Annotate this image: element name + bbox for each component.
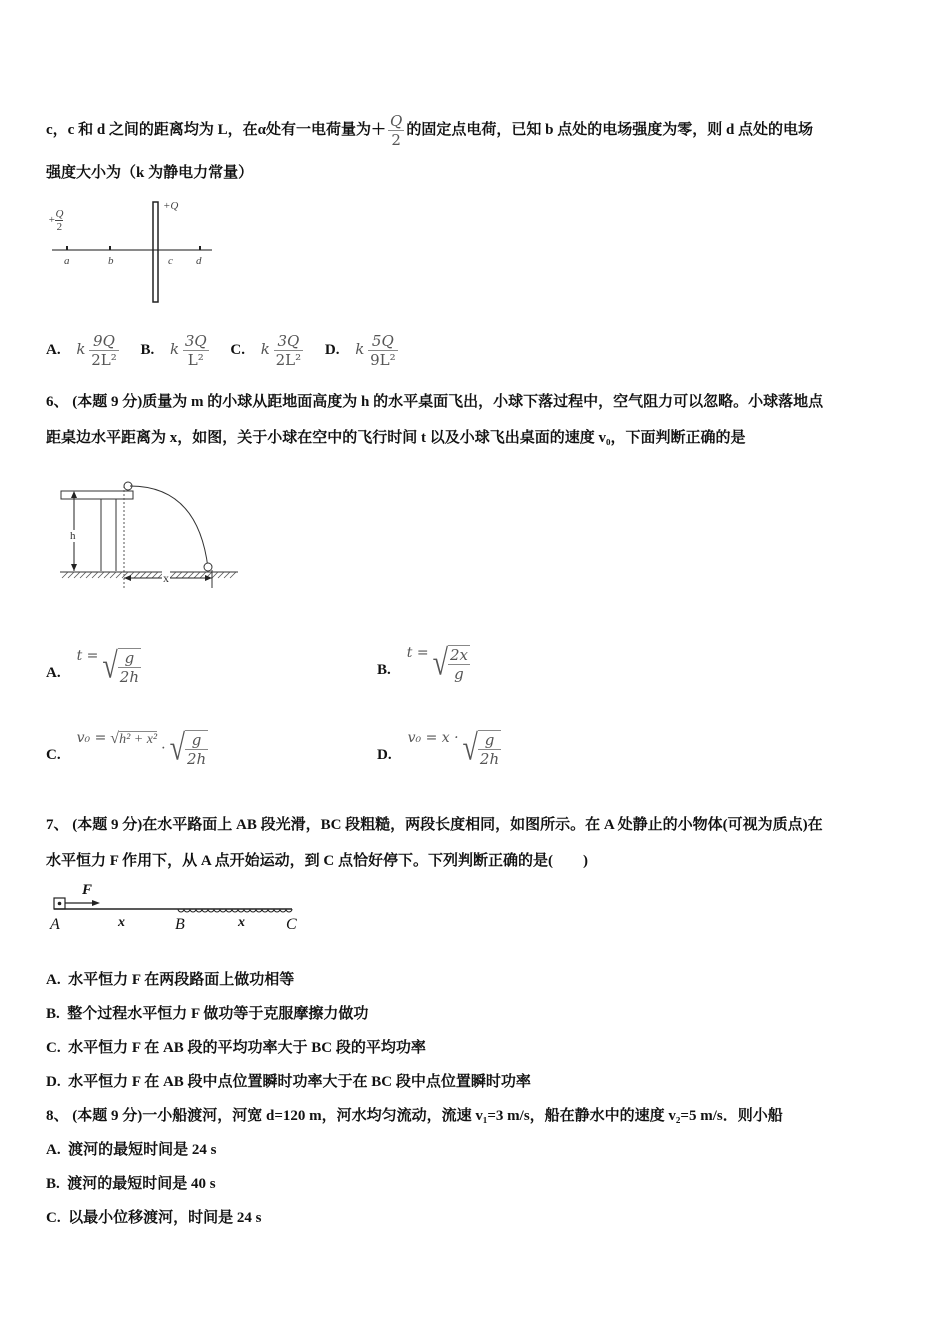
q6-option-d[interactable]: D. v₀ = x · √ $\frac{g}{2h}$: [377, 728, 500, 769]
q6-option-c-inner-sqrt: √h² + x²: [110, 730, 158, 747]
q6-diagram-svg: [58, 478, 243, 590]
q5-figure-charges: [46, 198, 216, 306]
q5-option-b[interactable]: B. k $\frac{3Q}{\text{L²}}$: [140, 332, 207, 369]
q5-left-charge-label: + $\frac{Q}{2}$: [48, 208, 64, 233]
q6-option-c-sqrt: √ $\frac{g}{2h}$: [169, 728, 207, 769]
q5-option-a-fraction: $\frac{9Q}{\text{2L²}}$: [91, 332, 117, 369]
q6-figure-projectile: [58, 478, 243, 590]
q5-point-c: c: [168, 255, 173, 267]
q7-segment-ab: x: [118, 915, 125, 930]
q6-option-d-sqrt: √ $\frac{g}{2h}$: [462, 728, 500, 769]
q6-option-b-sqrt: √ $\frac{2x}{g}$: [432, 643, 468, 684]
q7-point-a: A: [50, 916, 60, 933]
q7-segment-bc: x: [238, 915, 245, 930]
q6-option-c[interactable]: C. v₀ = √h² + x² · √ $\frac{g}{2h}$: [46, 728, 207, 769]
q5-point-b: b: [108, 255, 114, 267]
q6-distance-label: x: [163, 571, 169, 585]
q7-stem-line2: 水平恒力 F 作用下，从 A 点开始运动，到 C 点恰好停下。下列判断正确的是( ): [46, 853, 588, 869]
q6-stem-line2: 距桌边水平距离为 x，如图，关于小球在空中的飞行时间 t 以及小球飞出桌面的速度 v₀，下面判断正确的是: [46, 430, 746, 446]
q7-stem-line1: 7、 (本题 9 分)在水平路面上 AB 段光滑，BC 段粗糙，两段长度相同，如图所示。在 A 处静止的小物体(可视为质点)在: [46, 817, 823, 833]
q5-option-b-fraction: $\frac{3Q}{\text{L²}}$: [184, 332, 207, 369]
q6-stem-line1: 6、 (本题 9 分)质量为 m 的小球从距地面高度为 h 的水平桌面飞出，小球下落过程中，空气阻力可以忽略。小球落地点: [46, 394, 824, 410]
q5-option-c-fraction: $\frac{3Q}{\text{2L²}}$: [275, 332, 302, 369]
q5-option-c[interactable]: C. k $\frac{3Q}{\text{2L²}}$: [230, 332, 302, 369]
q7-option-c[interactable]: C. 水平恒力 F 在 AB 段的平均功率大于 BC 段的平均功率: [46, 1040, 426, 1056]
q8-option-b[interactable]: B. 渡河的最短时间是 40 s: [46, 1176, 216, 1192]
q5-diagram-svg: [46, 198, 216, 306]
q6-option-b[interactable]: B. t = √ $\frac{2x}{g}$: [377, 643, 468, 684]
q5-options: [46, 332, 398, 369]
q5-point-a: a: [64, 255, 70, 267]
q5-plate-charge-label: +Q: [163, 200, 179, 212]
q5-stem-line1: [46, 112, 813, 149]
q5-charge-fraction: $\frac{Q}{2}$: [390, 112, 403, 149]
q7-option-b[interactable]: B. 整个过程水平恒力 F 做功等于克服摩擦力做功: [46, 1006, 369, 1022]
q5-stem-line2: 强度大小为（k 为静电力常量）: [46, 165, 254, 181]
q6-option-a[interactable]: A. t = √ $\frac{g}{2h}$: [46, 646, 139, 687]
q5-stem-text-pre: c，c 和 d 之间的距离均为 L，在α处有一电荷量为＋: [46, 121, 387, 138]
q5-option-d[interactable]: D. k $\frac{5Q}{\text{9L²}}$: [324, 332, 396, 369]
q7-point-c: C: [286, 916, 297, 933]
q7-point-b: B: [175, 916, 185, 933]
q6-option-a-sqrt: √ $\frac{g}{2h}$: [102, 646, 139, 687]
q7-figure-road: [48, 884, 308, 936]
q5-point-d: d: [196, 255, 202, 267]
q5-stem-text-post: 的固定点电荷，已知 b 点处的电场强度为零，则 d 点处的电场: [406, 121, 814, 138]
q7-option-d[interactable]: D. 水平恒力 F 在 AB 段中点位置瞬时功率大于在 BC 段中点位置瞬时功率: [46, 1074, 531, 1090]
q7-option-a[interactable]: A. 水平恒力 F 在两段路面上做功相等: [46, 972, 295, 988]
q6-height-label: h: [70, 530, 76, 542]
q5-option-d-fraction: $\frac{5Q}{\text{9L²}}$: [370, 332, 396, 369]
q8-stem-line1: 8、 (本题 9 分)一小船渡河，河宽 d=120 m，河水均匀流动，流速 v₁=3 m/s，船在静水中的速度 v₂=5 m/s．则小船: [46, 1108, 783, 1124]
q8-option-a[interactable]: A. 渡河的最短时间是 24 s: [46, 1142, 217, 1158]
q5-option-a[interactable]: A. k $\frac{9Q}{\text{2L²}}$: [46, 332, 117, 369]
q8-option-c[interactable]: C. 以最小位移渡河，时间是 24 s: [46, 1210, 262, 1226]
q7-force-label: F: [82, 882, 93, 898]
